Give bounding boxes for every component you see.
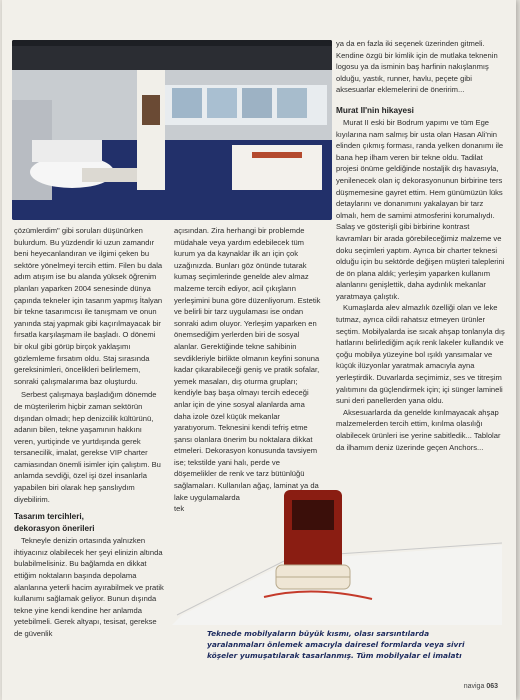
paragraph: Serbest çalışmaya başladığım dönemde de müşterilerim hiçbir zaman sektörün dışından olmadı; hep denizcilik kültürünü, adanın bilen, tekne yaşamının hakkını veren, yurtiçinde ve yurtdışında gerek tersanecilik, imalat, gerekse VIP charter camiasından önemli isimler için çalıştım. Bu anlamda sevdiği, özel işi özel insanlarla yapabilen biri olarak hep şanslıydım diyebilirim. <box>14 390 161 504</box>
paragraph: Aksesuarlarda da genelde kırılmayacak ahşap malzemelerden tercih ettim, kırılma olasılığı olabilecek ürünleri ise yerine sabitledik... Tablolar da ilhamım deniz üzerinde geçen Anchors... <box>336 407 501 452</box>
section-subheading: dekorasyon önerileri <box>14 524 95 534</box>
section-heading: Murat II'nin hikayesi <box>336 105 414 115</box>
magazine-brand: naviga <box>463 683 485 690</box>
furniture-cutout-image <box>172 465 502 625</box>
text-column-1 <box>14 225 164 640</box>
section-heading: Tasarım tercihleri, <box>14 512 84 522</box>
paragraph: Kumaşlarda alev almazlık özelliği olan ve leke tutmaz, ayrıca cildi rahatsız etmeyen ürünler seçtim. Mobilyalarda ise sıcak ahşap tonlarıyla dış hatlarını belirlediğim açık renk lakeler kullandık ve çoğu mobilya yüzeyine bol ışıklı yansımalar ve küçük ilüzyonlar yaratmak amacıyla ayna yerleştirdik. Duvarlarda seçimimiz, ses ve titreşim yalıtımını da güçlendirmek için; içi sünger lamineli suni deri panellerden yana oldu. <box>336 303 505 406</box>
paragraph: çözümlerdim" gibi soruları düşünürken bulurdum. Bu yüzdendir ki uzun zamandır beni heyecanlandıran ve ilgimi çeken bu sektöre yönelmeyi tercih ettim. Filen bu dala adım atışım ise bu alanda yüksek öğrenim planları yaparken 2004 senesinde dünya çapında tekneler için tasarım yapmış İtalyan bir tekne tasarımcısı ile tanışmam ve onun yanında staj yapmak gibi kaçırılmayacak bir fırsatla karşılaşmam ile başladı. O dönemi bir okul gibi görüp birçok yaklaşımı gözlemleme fırsatım oldu. Staj sırasında gereksinimleri, öncelikleri belirlemem, sonraki çalışmalarıma baz oluşturdu. <box>14 226 163 386</box>
paragraph: Tekneyle denizin ortasında yalnızken ihtiyacınız olabilecek her şeyi elinizin altında bulabilmelisiniz. Bu bağlamda en dikkat ettiğim noktaların başında depolama alanlarına yeterli hacim ayırabilmek ve pratik kullanımı sağlamak geliyor. Bunun dışında tekne yine kendi kendine her anlamda yetebilmeli. Gerek altyapı, tesisat, gerekse de güvenlik <box>14 536 164 638</box>
magazine-page <box>2 0 516 700</box>
paragraph: Murat II eski bir Bodrum yapımı ve tüm Ege kıyılarına nam salmış bir usta olan Hasan Ali'nin elinden çıkmış forması, randa yelken donanımı ile bana hep ilham veren bir tekne oldu. Tadilat projesi önüme geldiğinde nostaljik dış havasıyla, yenilenecek olan iç dekorasyonunun birbirine ters düşmemesine gayret ettim. Hem günümüzün lüks detaylarını ve donanımını yakalayan bir tarz olmalı, hem de samimi atmosferini korumalıydı. Salaş ve gösterişli gibi birbirine kontrast kavramları bir arada görebileceğimiz malzeme ve doku seçimleri yaptım. Ayrıca bir charter teknesi olduğu için bu sektörde değişen müşteri taleplerini de ön plana aldık; yerleşim yaparken kullanım alanlarını genişlettik, daha aydınlık mekanlar yaratmaya çalıştık. <box>336 117 505 301</box>
paragraph: ya da en fazla iki seçenek üzerinden gitmeli. Kendine özgü bir kimlik için de mutlaka teknenin logosu ya da isminin baş harfinin nakışlanmış olduğu, yastık, runner, havlu, peçete gibi aksesuarlar eklemelerini de öneririm... <box>336 39 498 95</box>
yacht-interior-photo <box>12 40 332 220</box>
paragraph-fragment: tek <box>174 504 185 514</box>
page-number: 063 <box>486 683 498 690</box>
paragraph: açısından. Zira herhangi bir problemde müdahale veya yardım edebilecek tüm kurum ya da kaynaklar ilk arı için çok uzağınızda. Bunları göz önünde tutarak kumaş seçimlerinde genelde alev almaz malzeme tercih ediyor, acil çıkışların yerleşimini buna göre düzenliyorum. Estetik ve belirli bir tarz uygulaması ise ondan sonraki adım oluyor. Yerleşim yaparken en önemsediğim yerlerden biri de sosyal alanlar. Gerektiğinde tekne sahibinin sevdikleriyle birlikte olmanın keyfini sonuna kadar çıkarabileceği geniş ve pratik sofalar, yemek masaları, dış oturma grupları; kendiyle baş başa olmayı tercih edeceği anlar için de yine sosyal alanlarda ama daha izole özel küçük mekanlar yaratıyorum. Teknesini kendi tefriş etme şansı olanlara önerim bu noktalara dikkat etmeleri. Dekorasyon konusunda tavsiyem ise; tekstilde yani halı, perde ve döşemelikler de renk ve tarz bütünlüğü sağlamaları. Kullanılan ağaç, laminat ya da lake uygulamalarda <box>174 226 321 502</box>
photo-caption: Teknede mobilyaların büyük kısmı, olası sarsıntılarda yaralanmaları önlemek amacıyla dairesel formlarda veya sivri köşeler yumuşatılarak tasarlanmış. Tüm mobilyalar el imalatı <box>207 629 465 660</box>
page-footer <box>464 683 498 690</box>
yacht-interior-illustration <box>12 40 332 220</box>
text-column-3 <box>336 38 506 453</box>
